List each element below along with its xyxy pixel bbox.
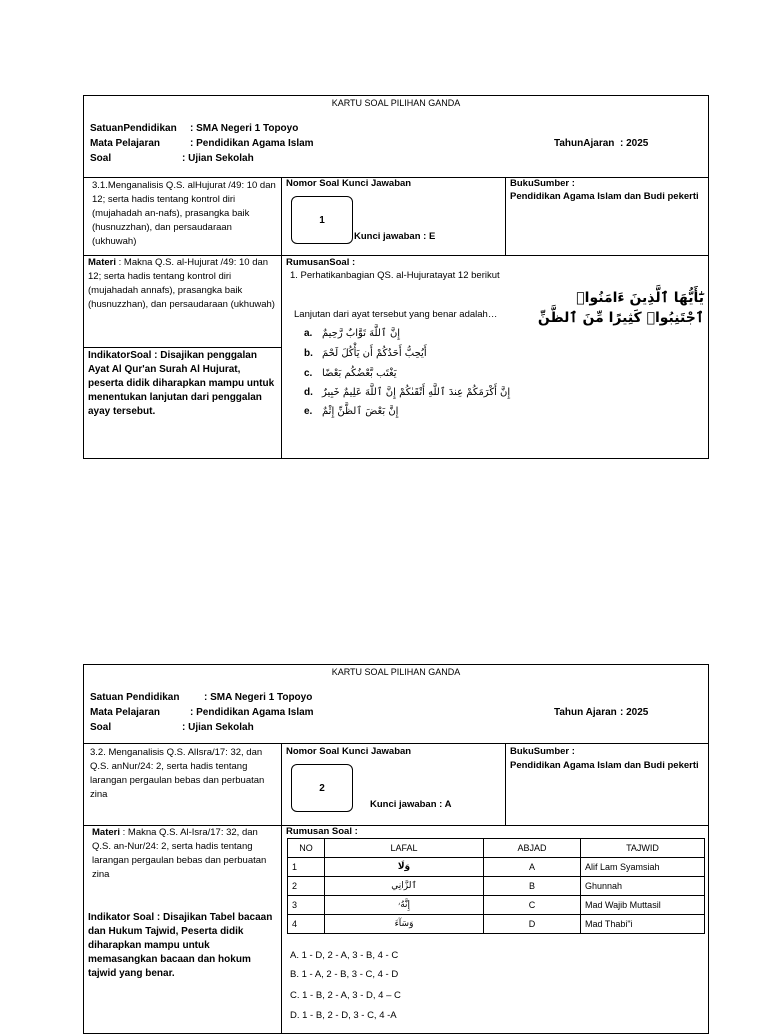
option-e-text: إِنَّ بَعْضَ ٱلظَّنِّ إِثْمٌ	[322, 406, 399, 417]
soal-value: : Ujian Sekolah	[182, 153, 254, 164]
option-d: d. إِنَّ أَكْرَمَكُمْ عِندَ ٱللَّهِ أَتْقَىٰكُمْ إِنَّ ٱللَّهَ عَلِيمٌ خَبِيرٌ	[304, 387, 511, 398]
answer-option-b: B. 1 - A, 2 - B, 3 - C, 4 - D	[290, 969, 399, 980]
row-tajwid: Mad Thabi"i	[581, 915, 705, 934]
card-title: KARTU SOAL PILIHAN GANDA	[331, 98, 461, 108]
row-lafal: إِنَّهُۥ	[325, 896, 484, 915]
materi-label: Materi	[92, 827, 120, 838]
option-b-text: أَيُحِبُّ أَحَدُكُمْ أَن يَأْكُلَ لَحْمَ	[322, 348, 427, 359]
tahun-value: : 2025	[620, 138, 649, 149]
kd-text: 3.1.Menganalisis Q.S. alHujurat /49: 10 dan 12; serta hadis tentang kontrol diri (mujahadah an-nafs), prasangka baik (husnuzzhan), dan persaudaraan (ukhuwah)	[92, 180, 276, 247]
card-title: KARTU SOAL PILIHAN GANDA	[331, 667, 461, 677]
header-no: NO	[288, 839, 325, 858]
nomor-header: Nomor Soal Kunci Jawaban	[286, 178, 412, 189]
materi-label: Materi	[88, 257, 116, 268]
option-c: c. يَغْتَب بَّعْضُكُم بَعْضًا	[304, 368, 397, 379]
satuan-value: : SMA Negeri 1 Topoyo	[204, 692, 313, 703]
satuan-label: SatuanPendidikan	[90, 123, 177, 134]
header-tahun	[554, 136, 648, 151]
indikator-text: Indikator Soal : Disajikan Tabel bacaan dan Hukum Tajwid, Peserta didik diharapkan mampu untuk memasangkan bacaan dan hokum tajwid yang benar.	[88, 912, 273, 979]
tahun-value: : 2025	[620, 707, 649, 718]
tajwid-table	[287, 838, 705, 934]
indikator-label: IndikatorSoal	[88, 350, 152, 361]
answer-key: Kunci jawaban : A	[370, 799, 452, 810]
mapel-value: : Pendidikan Agama Islam	[190, 707, 314, 718]
header-lafal: LAFAL	[325, 839, 484, 858]
row-no: 1	[288, 858, 325, 877]
header-abjad: ABJAD	[484, 839, 581, 858]
soal-label: Soal	[90, 153, 112, 164]
header-tajwid: TAJWID	[581, 839, 705, 858]
header-mapel	[90, 136, 314, 151]
option-a: a. إِنَّ ٱللَّهَ تَوَّابٌ رَّحِيمٌ	[304, 328, 401, 339]
header-satuan	[90, 121, 298, 136]
mapel-label: Mata Pelajaran	[90, 138, 161, 149]
buku-label: BukuSumber :	[510, 178, 575, 189]
indikator-text: : Disajikan penggalan Ayat Al Qur'an Surah Al Hujurat, peserta didik diharapkan mampu untuk menentukan lanjutan dari penggalan ayay tersebut.	[88, 350, 275, 417]
table-row	[288, 858, 705, 877]
header-tahun	[554, 705, 648, 720]
buku-value: Pendidikan Agama Islam dan Budi pekerti	[510, 760, 699, 771]
satuan-label: Satuan Pendidikan	[90, 692, 180, 703]
tahun-label: Tahun Ajaran	[554, 707, 617, 718]
indikator	[88, 349, 278, 419]
rumusan-label: Rumusan Soal :	[286, 826, 358, 837]
nomor-header: Nomor Soal Kunci Jawaban	[286, 746, 412, 757]
table-header-row	[288, 839, 705, 858]
answer-option-d: D. 1 - B, 2 - D, 3 - C, 4 -A	[290, 1010, 397, 1021]
soal-value: : Ujian Sekolah	[182, 722, 254, 733]
row-abjad: C	[484, 896, 581, 915]
soal-label: Soal	[90, 722, 112, 733]
option-c-text: يَغْتَب بَّعْضُكُم بَعْضًا	[322, 368, 397, 379]
row-lafal: وَسَآءَ	[325, 915, 484, 934]
mapel-value: : Pendidikan Agama Islam	[190, 138, 314, 149]
mapel-label: Mata Pelajaran	[90, 707, 161, 718]
row-tajwid: Ghunnah	[581, 877, 705, 896]
option-b: b. أَيُحِبُّ أَحَدُكُمْ أَن يَأْكُلَ لَحْمَ	[304, 348, 427, 359]
answer-option-a: A. 1 - D, 2 - A, 3 - B, 4 - C	[290, 950, 399, 961]
materi	[88, 256, 278, 312]
header-soal	[90, 151, 254, 166]
header-mapel	[90, 705, 314, 720]
header-soal	[90, 720, 254, 735]
row-no: 4	[288, 915, 325, 934]
rumusan-label: RumusanSoal :	[286, 257, 356, 268]
kd-text: 3.2. Menganalisis Q.S. AlIsra/17: 32, dan Q.S. anNur/24: 2, serta hadis tentang larangan pergaulan bebas dan perbuatan zina	[90, 747, 265, 800]
question-card-2	[83, 664, 709, 1034]
row-tajwid: Mad Wajib Muttasil	[581, 896, 705, 915]
option-d-text: إِنَّ أَكْرَمَكُمْ عِندَ ٱللَّهِ أَتْقَىٰكُمْ إِنَّ ٱللَّهَ عَلِيمٌ خَبِيرٌ	[322, 387, 511, 398]
buku-value: Pendidikan Agama Islam dan Budi pekerti	[510, 191, 699, 202]
option-a-text: إِنَّ ٱللَّهَ تَوَّابٌ رَّحِيمٌ	[322, 328, 401, 339]
lanjutan-text: Lanjutan dari ayat tersebut yang benar adalah…	[294, 309, 498, 320]
table-row	[288, 896, 705, 915]
option-e: e. إِنَّ بَعْضَ ٱلظَّنِّ إِثْمٌ	[304, 406, 399, 417]
question-number-box: 1	[291, 196, 353, 244]
header-satuan	[90, 690, 312, 705]
row-lafal: وَلَا	[325, 858, 484, 877]
row-no: 3	[288, 896, 325, 915]
question-card-1	[83, 95, 709, 459]
answer-option-c: C. 1 - B, 2 - A, 3 - D, 4 – C	[290, 990, 401, 1001]
buku-label: BukuSumber :	[510, 746, 575, 757]
row-no: 2	[288, 877, 325, 896]
row-abjad: D	[484, 915, 581, 934]
arabic-verse: يَٰٓأَيُّهَا ٱلَّذِينَ ءَامَنُوا۟ ٱجْتَنِبُوا۟ كَثِيرًا مِّنَ ٱلظَّنِّ	[537, 290, 704, 326]
table-row	[288, 915, 705, 934]
tahun-label: TahunAjaran	[554, 138, 615, 149]
materi-text: : Makna Q.S. al-Hujurat /49: 10 dan 12; serta hadis tentang kontrol diri (mujahadah annafs), prasangka baik (husnuzzhan), dan persaudaraan (ukhuwah)	[88, 257, 275, 310]
question-number-box: 2	[291, 764, 353, 812]
row-tajwid: Alif Lam Syamsiah	[581, 858, 705, 877]
materi	[92, 826, 272, 882]
row-abjad: A	[484, 858, 581, 877]
satuan-value: : SMA Negeri 1 Topoyo	[190, 123, 299, 134]
question-text: 1. Perhatikanbagian QS. al-Hujuratayat 12 berikut	[290, 270, 500, 281]
materi-text: : Makna Q.S. Al-Isra/17: 32, dan Q.S. an-Nur/24: 2, serta hadis tentang larangan pergaulan bebas dan perbuatan zina	[92, 827, 267, 880]
row-lafal: ٱلزَّانِي	[325, 877, 484, 896]
table-row	[288, 877, 705, 896]
answer-key: Kunci jawaban : E	[354, 231, 436, 242]
row-abjad: B	[484, 877, 581, 896]
